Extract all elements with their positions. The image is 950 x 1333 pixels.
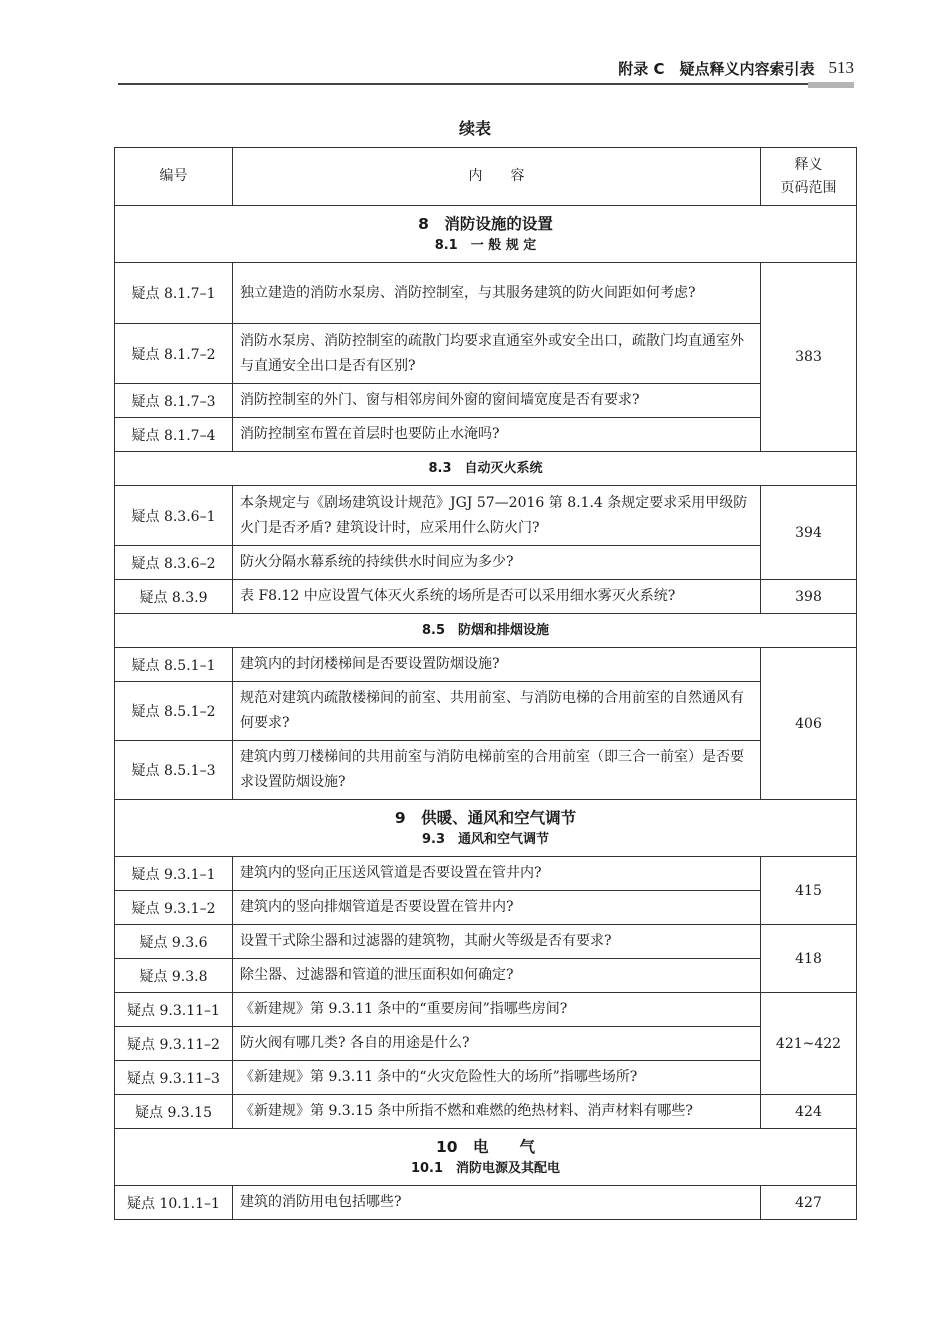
table-row [115,1186,857,1220]
row-id: 疑点 8.3.6–2 [115,546,233,580]
row-content: 独立建造的消防水泵房、消防控制室，与其服务建筑的防火间距如何考虑? [233,263,761,324]
row-content: 《新建规》第 9.3.11 条中的“重要房间”指哪些房间? [233,993,761,1027]
row-content: 消防控制室的外门、窗与相邻房间外窗的窗间墙宽度是否有要求? [233,384,761,418]
row-id: 疑点 8.5.1–3 [115,741,233,800]
row-content: 建筑内的封闭楼梯间是否要设置防烟设施? [233,648,761,682]
section-heading: 9.3 通风和空气调节 [421,832,550,847]
row-content: 建筑内的竖向排烟管道是否要设置在管井内? [233,891,761,925]
table-caption: 续表 [458,119,491,138]
row-content: 防火分隔水幕系统的持续供水时间应为多少? [233,546,761,580]
row-content: 防火阀有哪几类? 各自的用途是什么? [233,1027,761,1061]
row-content: 规范对建筑内疏散楼梯间的前室、共用前室、与消防电梯的合用前室的自然通风有何要求? [233,682,761,741]
table-row [115,741,857,800]
col-header-pages [761,148,857,206]
table-row [115,648,857,682]
section-row [115,800,857,857]
row-content: 设置干式除尘器和过滤器的建筑物，其耐火等级是否有要求? [233,925,761,959]
row-content: 建筑内剪刀楼梯间的共用前室与消防电梯前室的合用前室（即三合一前室）是否要求设置防烟设施? [233,741,761,800]
chapter-heading: 10 电 气 [435,1138,536,1156]
table-row [115,580,857,614]
row-pages: 398 [761,580,857,614]
table-row [115,546,857,580]
section-row [115,614,857,648]
row-id: 疑点 8.1.7–3 [115,384,233,418]
table-row [115,384,857,418]
row-pages: 424 [761,1095,857,1129]
row-content: 《新建规》第 9.3.15 条中所指不燃和难燃的绝热材料、消声材料有哪些? [233,1095,761,1129]
header-rule [118,83,854,85]
table-row [115,857,857,891]
table-row [115,682,857,741]
row-content: 消防控制室布置在首层时也要防止水淹吗? [233,418,761,452]
row-pages: 427 [761,1186,857,1220]
table-row [115,324,857,384]
row-content: 建筑的消防用电包括哪些? [233,1186,761,1220]
table-row [115,1027,857,1061]
row-content: 《新建规》第 9.3.11 条中的“火灾危险性大的场所”指哪些场所? [233,1061,761,1095]
page-number: 513 [828,58,854,77]
table-row [115,1095,857,1129]
col-header-id: 编号 [115,148,233,206]
row-id: 疑点 8.1.7–4 [115,418,233,452]
section-row [115,206,857,263]
section-row [115,452,857,486]
table-row [115,925,857,959]
row-id: 疑点 9.3.11–1 [115,993,233,1027]
row-pages: 421~422 [761,993,857,1095]
row-content: 表 F8.12 中应设置气体灭火系统的场所是否可以采用细水雾灭火系统? [233,580,761,614]
row-pages: 418 [761,925,857,993]
running-header [118,54,854,82]
header-title: 附录 C 疑点释义内容索引表 [618,59,815,78]
row-id: 疑点 8.5.1–1 [115,648,233,682]
chapter-heading: 8 消防设施的设置 [418,215,553,233]
row-id: 疑点 9.3.15 [115,1095,233,1129]
row-id: 疑点 9.3.8 [115,959,233,993]
header-row [115,148,857,206]
table-row [115,486,857,546]
row-pages: 415 [761,857,857,925]
row-id: 疑点 8.3.9 [115,580,233,614]
table-row [115,891,857,925]
table-row [115,1061,857,1095]
row-content: 本条规定与《剧场建筑设计规范》JGJ 57—2016 第 8.1.4 条规定要求采用甲级防火门是否矛盾? 建筑设计时，应采用什么防火门? [233,486,761,546]
row-content: 除尘器、过滤器和管道的泄压面积如何确定? [233,959,761,993]
row-id: 疑点 8.1.7–2 [115,324,233,384]
row-id: 疑点 9.3.11–2 [115,1027,233,1061]
section-heading: 8.5 防烟和排烟设施 [421,622,550,638]
section-heading: 8.3 自动灭火系统 [428,460,543,476]
row-id: 疑点 9.3.1–2 [115,891,233,925]
row-id: 疑点 9.3.1–1 [115,857,233,891]
row-content: 建筑内的竖向正压送风管道是否要设置在管井内? [233,857,761,891]
col-header-pages-line1: 释义 [794,156,823,173]
col-header-pages-line2: 页码范围 [780,179,837,196]
row-pages: 383 [761,263,857,452]
row-id: 疑点 10.1.1–1 [115,1186,233,1220]
section-row [115,1129,857,1186]
table-row [115,263,857,324]
row-pages: 394 [761,486,857,580]
table-row [115,993,857,1027]
table-row [115,418,857,452]
row-id: 疑点 8.5.1–2 [115,682,233,741]
index-table [114,147,857,1220]
col-header-content: 内 容 [233,148,761,206]
row-id: 疑点 8.3.6–1 [115,486,233,546]
row-id: 疑点 8.1.7–1 [115,263,233,324]
row-content: 消防水泵房、消防控制室的疏散门均要求直通室外或安全出口，疏散门均直通室外与直通安全出口是否有区别? [233,324,761,384]
header-bar-decoration [808,82,854,88]
table-row [115,959,857,993]
section-heading: 8.1 一 般 规 定 [434,238,537,253]
row-id: 疑点 9.3.6 [115,925,233,959]
chapter-heading: 9 供暖、通风和空气调节 [394,809,577,827]
section-heading: 10.1 消防电源及其配电 [410,1161,561,1176]
row-id: 疑点 9.3.11–3 [115,1061,233,1095]
row-pages: 406 [761,648,857,800]
